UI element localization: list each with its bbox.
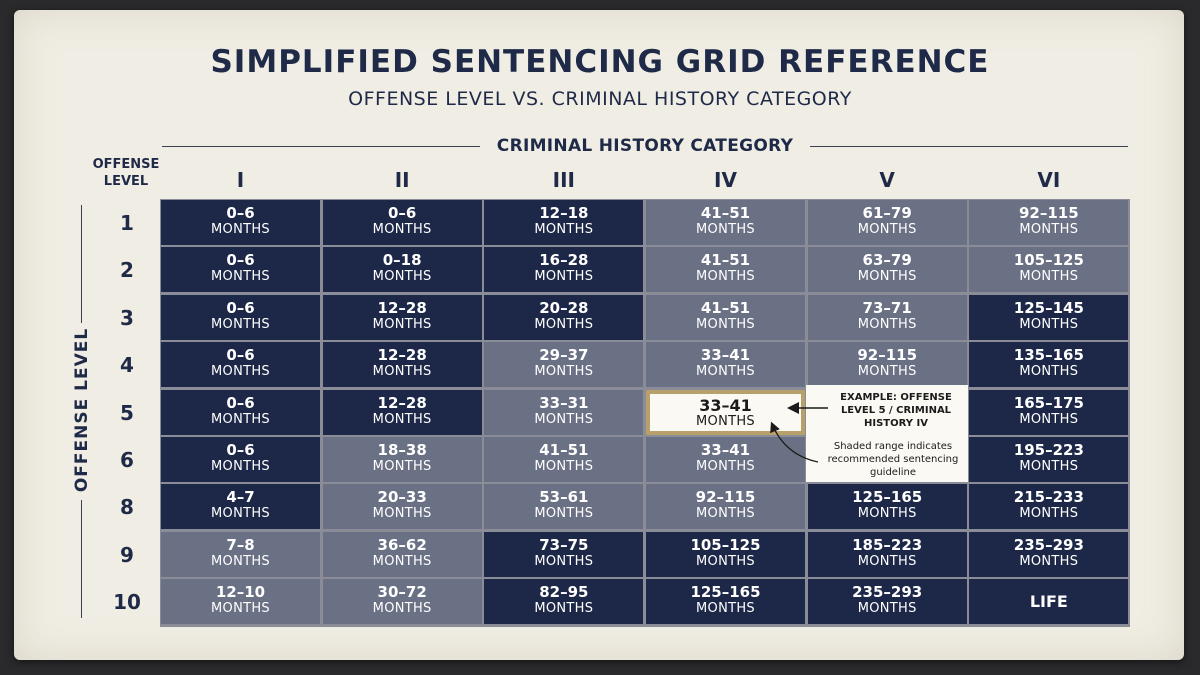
- grid-cell: [808, 484, 967, 529]
- cell-unit: MONTHS: [211, 411, 270, 427]
- grid-cell: [808, 295, 967, 340]
- cell-range: 4–7: [226, 488, 255, 507]
- row-header-7: 8: [120, 495, 134, 520]
- cell-unit: MONTHS: [857, 316, 917, 332]
- grid-cell: [161, 484, 320, 529]
- cell-range: 30–72: [377, 583, 427, 602]
- highlighted-grid-cell: [646, 390, 805, 435]
- callout-example-text: EXAMPLE: OFFENSE LEVEL 5 / CRIMINAL HISTORY IV: [840, 392, 952, 429]
- grid-cell: [808, 342, 967, 387]
- row-header-9: 10: [113, 590, 141, 615]
- grid-cell: [323, 295, 482, 340]
- cell-unit: MONTHS: [211, 316, 270, 332]
- side-rule-top: [81, 205, 82, 323]
- cell-unit: MONTHS: [696, 222, 755, 237]
- cell-range: 33–31: [539, 393, 589, 412]
- cell-unit: MONTHS: [696, 316, 755, 332]
- grid-cell: [646, 484, 805, 529]
- cell-unit: MONTHS: [696, 553, 755, 569]
- cell-unit: MONTHS: [696, 364, 755, 380]
- grid-cell: [484, 200, 643, 245]
- cell-range: 235–293: [1013, 535, 1084, 554]
- cell-unit: MONTHS: [211, 601, 270, 617]
- column-header-6: VI: [1037, 168, 1061, 192]
- cell-unit: MONTHS: [1019, 553, 1079, 569]
- cell-range: 20–28: [539, 298, 589, 317]
- grid-cell: [969, 579, 1128, 624]
- cell-range: 33–41: [700, 346, 751, 365]
- cell-unit: MONTHS: [534, 411, 594, 427]
- cell-unit: MONTHS: [372, 364, 432, 380]
- grid-cell: [484, 342, 643, 387]
- row-header-4: 4: [120, 353, 134, 378]
- cell-unit: MONTHS: [211, 222, 270, 237]
- column-header-4: IV: [714, 168, 737, 192]
- cell-range: 195–223: [1013, 441, 1084, 459]
- row-header-5: 5: [120, 400, 134, 425]
- grid-cell: [161, 342, 320, 387]
- cell-range: 125–165: [852, 488, 923, 507]
- cell-range: 20–33: [377, 488, 427, 507]
- cell-range: 41–51: [700, 204, 751, 222]
- grid-cell: [808, 247, 967, 292]
- row-header-title: OFFENSE LEVEL: [92, 157, 160, 189]
- grid-cell: [969, 437, 1128, 482]
- cell-range: 12–10: [215, 583, 266, 602]
- cell-unit: MONTHS: [534, 459, 594, 474]
- cell-range: 12–18: [539, 204, 589, 222]
- cell-range: 12–28: [377, 393, 427, 412]
- cell-unit: MONTHS: [534, 506, 594, 522]
- grid-cell: [646, 295, 805, 340]
- grid-cell: [646, 200, 805, 245]
- grid-cell: [808, 532, 967, 577]
- cell-range: 0–6: [226, 441, 255, 459]
- cell-range: 125–145: [1013, 298, 1084, 317]
- cell-unit: MONTHS: [1019, 222, 1079, 237]
- cell-unit: MONTHS: [857, 601, 917, 617]
- cell-range: 41–51: [700, 251, 751, 270]
- cell-range: 82–95: [539, 583, 589, 602]
- column-header-1: I: [236, 168, 245, 192]
- cell-unit: MONTHS: [857, 222, 917, 237]
- grid-cell: [161, 295, 320, 340]
- cell-range: 0–6: [226, 393, 255, 412]
- cell-unit: MONTHS: [1019, 506, 1079, 522]
- column-header-5: V: [879, 168, 895, 192]
- cell-unit: MONTHS: [696, 506, 755, 522]
- cell-range: 0–6: [226, 204, 255, 222]
- grid-cell: [161, 200, 320, 245]
- cell-unit: MONTHS: [857, 553, 917, 569]
- grid-cell: [161, 579, 320, 624]
- cell-range: 92–115: [1019, 204, 1079, 222]
- cell-unit: MONTHS: [534, 364, 594, 380]
- cell-unit: MONTHS: [1019, 411, 1079, 427]
- grid-cell: [969, 390, 1128, 435]
- row-axis-title-text: OFFENSE LEVEL: [72, 327, 92, 493]
- cell-range: 135–165: [1013, 346, 1084, 365]
- cell-unit: MONTHS: [696, 459, 755, 474]
- grid-cell: [484, 247, 643, 292]
- cell-range: 125–165: [690, 583, 761, 602]
- grid-cell: [161, 390, 320, 435]
- grid-cell: [646, 342, 805, 387]
- cell-unit: MONTHS: [211, 506, 270, 522]
- cell-unit: MONTHS: [534, 601, 594, 617]
- cell-unit: MONTHS: [372, 601, 432, 617]
- page-subtitle: OFFENSE LEVEL VS. CRIMINAL HISTORY CATEGORY: [348, 88, 852, 110]
- cell-range: 16–28: [539, 251, 589, 270]
- grid-cell: [161, 532, 320, 577]
- cell-range: 0–6: [387, 204, 417, 222]
- grid-cell: [323, 532, 482, 577]
- cell-range: 92–115: [857, 346, 918, 365]
- cell-range: 33–41: [700, 441, 751, 459]
- cell-unit: MONTHS: [372, 222, 432, 237]
- cell-unit: MONTHS: [1019, 459, 1079, 474]
- grid-cell: [969, 532, 1128, 577]
- cell-unit: MONTHS: [1019, 364, 1079, 380]
- cell-unit: MONTHS: [857, 269, 917, 285]
- row-header-1: 1: [120, 211, 134, 235]
- cell-range: 53–61: [539, 488, 589, 507]
- callout-note-text: Shaded range indicates recommended sentencing guideline: [827, 441, 959, 478]
- grid-cell: [969, 484, 1128, 529]
- example-callout: [806, 385, 968, 482]
- cell-range: 0–6: [226, 251, 255, 270]
- cell-unit: MONTHS: [211, 269, 270, 285]
- column-axis-title: CRIMINAL HISTORY CATEGORY: [496, 136, 794, 156]
- cell-range: 33–41: [699, 395, 752, 415]
- grid-cell: [646, 532, 805, 577]
- row-header-2: 2: [120, 258, 134, 283]
- grid-cell: [646, 247, 805, 292]
- cell-range: 0–6: [226, 346, 255, 365]
- cell-unit: MONTHS: [372, 459, 432, 474]
- cell-range: 29–37: [539, 346, 589, 365]
- grid-cell: [969, 200, 1128, 245]
- grid-cell: [323, 437, 482, 482]
- grid-cell: [161, 247, 320, 292]
- row-header-6: 6: [120, 448, 134, 472]
- grid-cell: [323, 390, 482, 435]
- cell-range: 73–71: [862, 298, 912, 317]
- cell-range: 185–223: [852, 535, 923, 554]
- page-title: SIMPLIFIED SENTENCING GRID REFERENCE: [210, 44, 990, 80]
- grid-cell: [808, 579, 967, 624]
- grid-cell: [484, 579, 643, 624]
- header-rule-right: [810, 146, 1128, 147]
- cell-range: 36–62: [377, 535, 427, 554]
- row-header-8: 9: [120, 542, 134, 567]
- cell-unit: MONTHS: [372, 553, 432, 569]
- cell-unit: MONTHS: [857, 364, 917, 380]
- cell-range: 105–125: [1013, 251, 1084, 270]
- cell-range: 73–75: [539, 535, 589, 554]
- cell-unit: MONTHS: [211, 459, 270, 474]
- cell-unit: MONTHS: [211, 553, 270, 569]
- grid-cell: [323, 247, 482, 292]
- cell-range: 41–51: [700, 298, 751, 317]
- cell-unit: MONTHS: [696, 413, 755, 429]
- grid-cell: [969, 295, 1128, 340]
- cell-range: 235–293: [852, 583, 923, 602]
- cell-range: 7–8: [226, 535, 255, 554]
- cell-range: 0–6: [226, 298, 255, 317]
- cell-unit: MONTHS: [372, 316, 432, 332]
- cell-unit: MONTHS: [696, 269, 755, 285]
- cell-range: 12–28: [377, 346, 427, 365]
- cell-range: 61–79: [862, 204, 912, 222]
- side-rule-bottom: [81, 500, 82, 618]
- cell-range: 18–38: [377, 441, 427, 459]
- cell-range: 215–233: [1013, 488, 1084, 507]
- grid-cell: [646, 579, 805, 624]
- cell-unit: MONTHS: [534, 222, 594, 237]
- grid-cell: [969, 342, 1128, 387]
- cell-range: LIFE: [1029, 592, 1068, 612]
- cell-range: 63–79: [862, 251, 912, 270]
- cell-unit: MONTHS: [534, 269, 594, 285]
- cell-unit: MONTHS: [534, 553, 594, 569]
- cell-unit: MONTHS: [696, 601, 755, 617]
- cell-unit: MONTHS: [211, 364, 270, 380]
- grid-cell: [323, 342, 482, 387]
- cell-unit: MONTHS: [372, 506, 432, 522]
- cell-unit: MONTHS: [534, 316, 594, 332]
- cell-unit: MONTHS: [857, 506, 917, 522]
- grid-cell: [646, 437, 805, 482]
- grid-cell: [808, 200, 967, 245]
- grid-cell: [323, 484, 482, 529]
- grid-cell: [323, 579, 482, 624]
- cell-unit: MONTHS: [372, 269, 432, 285]
- cell-range: 0–18: [382, 251, 422, 270]
- cell-range: 41–51: [539, 441, 589, 459]
- cell-unit: MONTHS: [1019, 316, 1079, 332]
- grid-cell: [484, 437, 643, 482]
- cell-range: 92–115: [695, 488, 756, 507]
- cell-unit: MONTHS: [372, 411, 432, 427]
- column-header-3: III: [552, 168, 575, 192]
- grid-cell: [323, 200, 482, 245]
- grid-cell: [161, 437, 320, 482]
- cell-range: 165–175: [1013, 393, 1084, 412]
- grid-cell: [484, 484, 643, 529]
- column-header-2: II: [394, 168, 410, 192]
- cell-range: 12–28: [377, 298, 427, 317]
- cell-range: 105–125: [690, 535, 761, 554]
- header-rule-left: [162, 146, 480, 147]
- cell-unit: MONTHS: [1019, 269, 1079, 285]
- grid-cell: [484, 295, 643, 340]
- row-header-3: 3: [120, 305, 134, 330]
- grid-cell: [484, 390, 643, 435]
- grid-cell: [484, 532, 643, 577]
- grid-cell: [969, 247, 1128, 292]
